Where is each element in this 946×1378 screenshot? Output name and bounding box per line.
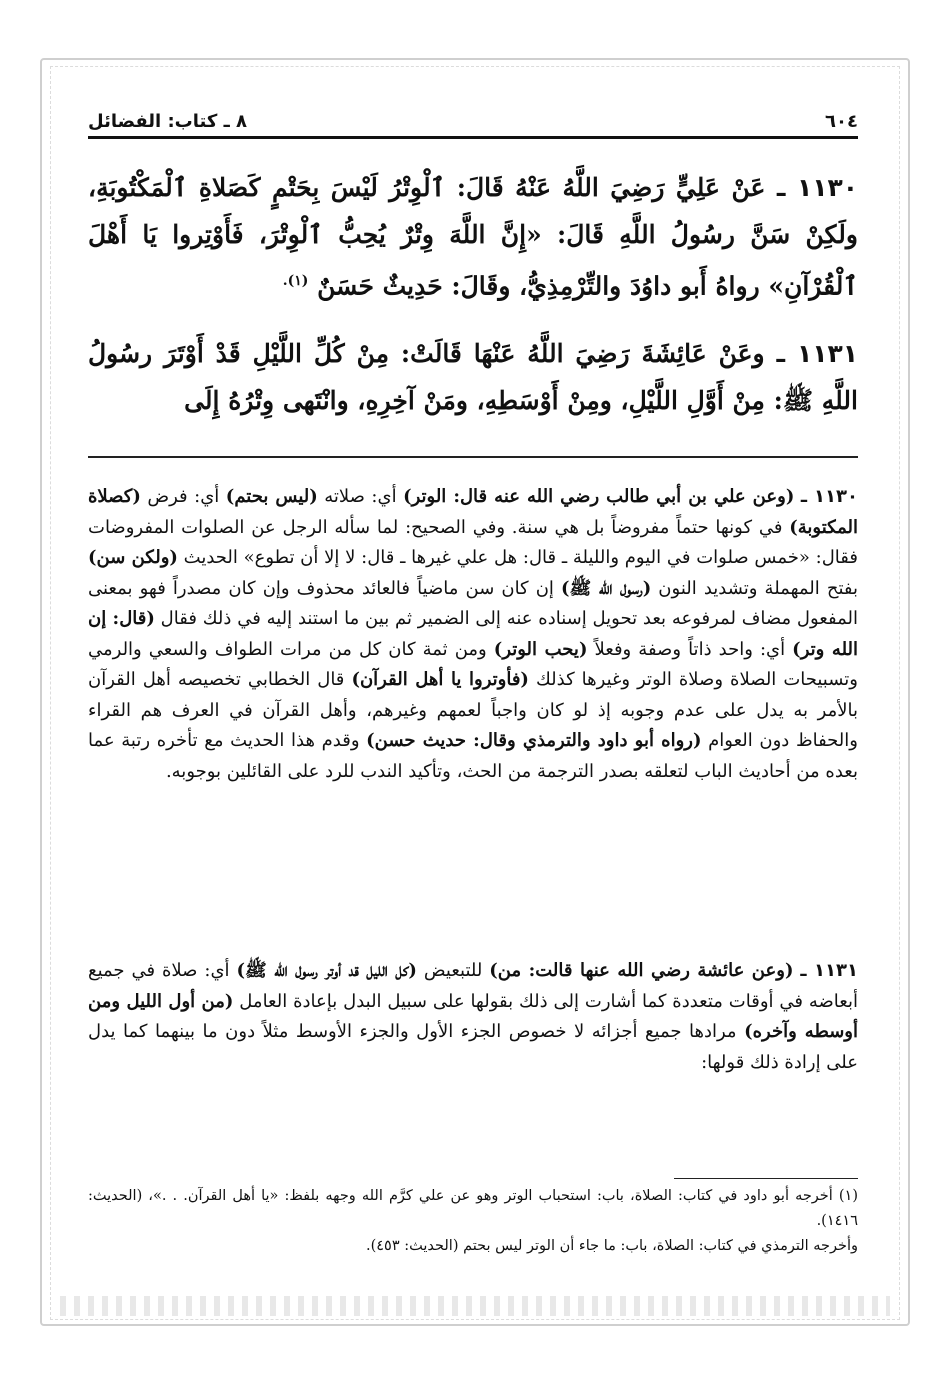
quoted-phrase: (رواه أبو داود والترمذي وقال: حديث حسن) — [366, 730, 702, 751]
hadith-1131 — [88, 330, 858, 424]
hadith-number: ١١٣١ ـ — [776, 339, 858, 368]
footnote-2: وأخرجه الترمذي في كتاب: الصلاة، باب: ما جاء أن الوتر ليس بحتم (الحديث: ٤٥٣). — [365, 1238, 858, 1254]
hadith-text: وعَنْ عَائِشَةَ رَضِيَ اللَّهُ عَنْهَا قَالَتْ: مِنْ كُلِّ اللَّيْلِ قَدْ أَوْتَرَ رسُولُ اللَّهِ ﷺ: مِنْ أَوَّلِ اللَّيْلِ، ومِنْ أَوْسَطِهِ، ومَنْ آخِرِهِ، وانْتَهى وِتْرُهُ إِلَى — [88, 339, 858, 415]
commentary-number: ١١٣١ ـ — [800, 960, 858, 981]
commentary-lead: (وعن علي بن أبي طالب رضي الله عنه قال: الوتر) — [403, 486, 795, 507]
commentary-text: للتبعيض — [416, 960, 490, 981]
quoted-phrase: (كل الليل قد أوتر رسول الله ﷺ) — [236, 960, 417, 981]
commentary-text: أي: صلاة في جميع أبعاضه في أوقات متعددة كما أشارت إلى ذلك بقولها على سبيل البدل بإعادة العامل — [88, 960, 858, 1012]
commentary-lead: (وعن عائشة رضي الله عنها قالت: من) — [489, 960, 794, 981]
quoted-phrase: (رسول الله ﷺ) — [561, 577, 652, 599]
commentary-1130 — [88, 482, 858, 787]
quoted-phrase: (قال: إن الله وتر) — [88, 608, 859, 660]
quoted-phrase: (يحب الوتر) — [493, 638, 588, 660]
page-number: ٦٠٤ — [825, 111, 858, 132]
quoted-phrase: (من أول الليل ومن أوسطه وآخره) — [88, 990, 858, 1042]
chapter-title: ٨ ـ كتاب: الفضائل — [88, 111, 248, 132]
commentary-text: مرادها جميع أجزائه لا خصوص الجزء الأول والجزء الأوسط مثلاً دون ما بينهما كما يدل على إرادة ذلك قولها: — [88, 1021, 858, 1073]
commentary-1131 — [88, 956, 858, 1078]
footnote-1: (١) أخرجه أبو داود في كتاب: الصلاة، باب: استحباب الوتر وهو عن علي كرَّم الله وجهه بلفظ: «يا أهل القرآن. . .»، (الحديث: ١٤١٦). — [88, 1188, 858, 1229]
hadith-number: ١١٣٠ ـ — [776, 173, 858, 202]
commentary-text: قال الخطابي تخصيصه أهل القرآن بالأمر به يدل على عدم وجوبه إذ لو كان واجباً لعمهم وغيرهم، وأهل القرآن في العرف هم القراء والحفاظ دون العوام — [88, 669, 858, 751]
decorative-ornament-border — [60, 1296, 890, 1316]
hadith-text: عَنْ عَلِيٍّ رَضِيَ اللَّهُ عَنْهُ قَالَ: ٱلْوِتْرُ لَيْسَ بِحَتْمٍ كَصَلاةِ ٱلْمَكْتُوبَةِ، ولَكِنْ سَنَّ رسُولُ اللَّهِ قَالَ: «إِنَّ اللَّهَ وِتْرٌ يُحِبُّ ٱلْوِتْرَ، فَأَوْتِروا يَا أَهْلَ ٱلْقُرْآنِ» رواهُ أَبو داوُدَ والتِّرْمِذِيُّ، وقَالَ: حَدِيثٌ حَسَنٌ — [88, 173, 858, 301]
commentary-number: ١١٣٠ ـ — [800, 486, 858, 507]
section-separator — [88, 456, 858, 458]
commentary-text: أي: فرض — [140, 486, 226, 507]
header-rule — [88, 136, 858, 139]
commentary-text: وقدم هذا الحديث مع تأخره رتبة عما بعده من أحاديث الباب لتعلقه بصدر الترجمة من الحث، وتأكيد الندب للرد على القائلين بوجوبه. — [88, 730, 858, 782]
commentary-text: ومن ثمة كان كل من مرات الطواف والسعي والرمي وتسبيحات الصلاة وصلاة الوتر وغيرها كذلك — [88, 638, 858, 690]
quoted-phrase: (كصلاة المكتوبة) — [88, 486, 858, 538]
running-header — [88, 100, 858, 132]
quoted-phrase: (فأوتروا يا أهل القرآن) — [351, 669, 529, 690]
commentary-text: أي: واحد ذاتاً وصفة وفعلاً — [587, 638, 793, 660]
commentary-text: في كونها حتماً مفروضاً بل هي سنة. وفي الصحيح: لما سأله الرجل عن الصلوات المفروضات فقال: «خمس صلوات في اليوم والليلة ـ قال: هل علي غيرها ـ قال: لا إلا أن تطوع» الحديث — [88, 516, 858, 568]
hadith-1130 — [88, 164, 858, 309]
footnote-reference: (١). — [282, 273, 309, 289]
footnote-rule — [674, 1178, 858, 1179]
commentary-text: بفتح المهملة وتشديد النون — [651, 577, 858, 599]
commentary-text: إن كان سن ماضياً فالعائد محذوف وإن كان مصدراً فهو بمعنى المفعول مضاف لمرفوعه بعد تحويل إسناده عنه إلى الضمير ثم بين ما استند إليه في ذلك فقال — [88, 577, 858, 629]
quoted-phrase: (ولكن سن) — [88, 547, 178, 568]
quoted-phrase: (ليس بحتم) — [225, 486, 318, 507]
footnotes — [88, 1184, 858, 1259]
commentary-text: أي: صلاته — [317, 486, 404, 507]
